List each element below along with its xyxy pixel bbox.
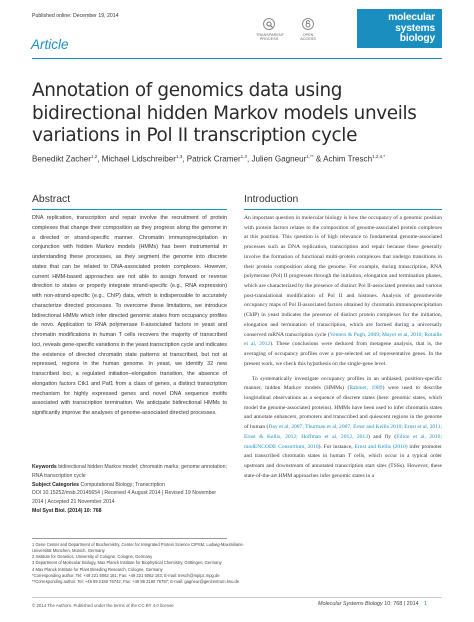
subject-label: Subject Categories	[32, 481, 79, 488]
introduction-rule	[244, 209, 442, 210]
page-number: 1	[424, 601, 428, 607]
footer-journal: Molecular Systems Biology	[318, 601, 383, 607]
intro-text: infer promoter and transcribed chromatin states in human T cells, which occur in a typical order upstream and downstream of annotated transcription start sites (TSSs). However, these state-of-the-art HMM approaches infer genomic states in a	[244, 443, 442, 479]
affiliation-line: 2 Institute for Genetics, University of Cologne, Cologne, Germany	[32, 554, 153, 560]
author-affiliation: 1,3	[175, 154, 183, 159]
abstract-body	[32, 214, 227, 419]
citation-link[interactable]: Rabiner, 1989	[349, 385, 383, 392]
received-date: Received 4 August 2014	[104, 490, 161, 497]
citation-link[interactable]: Ernst and Kellis (2010)	[354, 443, 408, 450]
affiliation-line: 1 Gene Center and Department of Biochemistry, Center for Integrated Protein Science CIPSM, Ludwig-Maximilians-Universität München, Munich, Germany	[32, 542, 244, 554]
corresponding-author-line[interactable]: *Corresponding author. Tel: +49 221 5062 161; Fax: +49 221 5062 163; E-mail: tresch@mpipz.mpg.de	[32, 572, 220, 578]
history-line: DOI 10.15252/msb.20145654 | Received 4 August 2014 | Revised 19 November 2014 | Accepted 21 November 2014	[32, 490, 217, 506]
subject-value: Computational Biology; Transcription	[80, 481, 165, 488]
open-access-icon	[302, 18, 314, 30]
author-name[interactable]: Patrick Cramer	[186, 154, 241, 164]
abstract-rule	[32, 209, 227, 210]
abstract-heading: Abstract	[32, 194, 71, 205]
intro-text: ). For instance,	[318, 443, 355, 450]
author-affiliation: 1,**	[306, 154, 314, 159]
intro-text: ) and fly (	[367, 433, 397, 440]
abstract-text: DNA replication, transcription and repair involve the recruitment of protein complexes that change their composition as they progress along the genome in a directed or strand-specific manner. Chromatin immunoprecipitation in conjunction with hidden Markov models (HMMs) has been instrumental in understanding these processes, as they segment the genome into discrete states that can be related to DNA-associated protein complexes. However, current HMM-based approaches are not able to assign forward or reverse direction to states or properly integrate strand-specific (e.g., RNA expression) with non-strand-specific (e.g., ChIP) data, which is indispensable to accurately characterize directed processes. To overcome these limitations, we introduce bidirectional HMMs which infer directed genomic states from occupancy profiles de novo. Application to RNA polymerase II-associated factors in yeast and chromatin modifications in human T cells recovers the majority of transcribed loci, reveals gene-specific variations in the yeast transcription cycle and indicates the existence of directed chromatin state patterns at transcribed, but not at repressed, regions in the human genome. In yeast, we identify 32 new transcribed loci, a regulated initiation–elongation transition, the absence of elongation factors Ctk1 and Paf1 from a class of genes, a distinct transcription mechanism for highly expressed genes and novel DNA sequence motifs associated with transcription termination. We anticipate bidirectional HMMs to significantly improve the analyses of genome-associated directed processes.	[32, 215, 227, 416]
intro-text: ) were used to describe longitudinal observations as a sequence of discrete states (here: genomic states, which model the genome-associated proteins). HMMs have been used to infer chromatin states and annotate enhancers, promoters and transcribed and quiescent regions in the genome of human (	[244, 385, 442, 431]
intro-text: An important question in molecular biology is how the occupancy of a genomic position with protein factors relates to the composition of genome-associated protein complexes at this position. This question is of high relevance to fundamental genome-associated processes such as DNA replication, transcription and repair because these generally involve the formation of functional multi-protein complexes that undergo transitions in their protein composition along the genome. For example, during transcription, RNA polymerase (Pol) II progresses through the initiation, elongation and termination phases, which are characterized by the presence of distinct Pol II-associated proteins and various post-translational modification of Pol II and histones. Analysis of genomewide occupancy maps of Pol II-associated factors obtained by chromatin immunoprecipitation (ChIP) in yeast indicates the presence of distinct protein complexes for the initiation, elongation and termination of transcription, which are formed during a universally conserved mRNA transcription cycle (	[244, 215, 442, 338]
open-access-label: OPEN ACCESS	[300, 33, 316, 42]
footer-rule	[32, 597, 442, 598]
keywords-value: bidirectional hidden Markov model; chromatin marks; genome annotation; RNA transcription cycle	[32, 464, 227, 479]
footer-citation	[318, 601, 427, 607]
affiliations	[32, 542, 262, 585]
footer-year: | 2014	[403, 601, 419, 607]
citation-link[interactable]: Day et al, 2007; Thurman et al, 2007; Ernst and Kellis 2010; Ernst et al, 2011; Ernst & Kellis, 2012; Hoffman et al, 2012, 2013	[244, 424, 443, 440]
footer-volume: 10: 768	[384, 601, 403, 607]
citation-link[interactable]: Filion et al, 2010; modENCODE Consortium, 2010	[244, 433, 442, 450]
affiliation-line: 4 Max Planck Institute for Plant Breeding Research, Cologne, Germany	[32, 566, 163, 572]
license-note[interactable]: © 2014 The Authors. Published under the terms of the CC BY 4.0 license	[32, 603, 174, 608]
author-name[interactable]: Benedikt Zacher	[32, 154, 91, 164]
header-rule	[32, 58, 442, 59]
logo-line-1: molecular	[388, 12, 435, 23]
transparent-process-label: TRANSPARENT PROCESS	[256, 33, 284, 42]
citation-line	[32, 507, 227, 516]
affiliation-line: 3 Department of Molecular Biology, Max Planck Institute for Biophysical Chemistry, Göttingen, Germany	[32, 560, 222, 566]
subject-line	[32, 481, 227, 490]
revised-date: Revised 19 November 2014	[32, 490, 217, 506]
open-access-badge[interactable]	[295, 18, 321, 42]
intro-text: ). These conclusions were deduced from metagene analysis, that is, the averaging of occupancy profiles over a pre-selected set of representative genes. In the present work, we check this hypothesis on the single-gene level.	[244, 341, 442, 367]
citation-link[interactable]: Venters & Pugh, 2009; Mayer et al, 2010; Rotaille et al, 2012	[244, 331, 442, 348]
intro-text: To systematically investigate occupancy profiles in an unbiased, position-specific manner, hidden Markov models (HMMs) (	[244, 375, 442, 392]
author-affiliation: 1,2	[90, 154, 98, 159]
article-metadata	[32, 463, 227, 516]
logo-line-2: systems	[395, 22, 435, 34]
keywords-line	[32, 463, 227, 481]
transparent-process-badge[interactable]	[256, 18, 282, 42]
published-date: Published online: December 19, 2014	[32, 13, 119, 19]
author-name[interactable]: Julien Gagneur	[251, 154, 307, 164]
author-separator: ,	[97, 154, 102, 164]
author-affiliation: 1,2,4,*	[372, 154, 386, 159]
author-separator: &	[313, 154, 324, 164]
journal-logo[interactable]	[357, 9, 442, 48]
badges	[256, 18, 321, 42]
transparent-process-icon	[263, 18, 275, 30]
introduction-heading: Introduction	[244, 194, 299, 205]
logo-line-3: biology	[399, 33, 435, 44]
article-title: Annotation of genomics data using bidirectional hidden Markov models unveils variations in Pol II transcription cycle	[32, 80, 417, 147]
author-separator: ,	[246, 154, 252, 164]
corresponding-author-line[interactable]: **Corresponding author. Tel: +49 89 2180 76742; Fax: +49 89 2180 76797; E-mail: gagneur@genzentrum.lmu.de	[32, 578, 240, 584]
keywords-label: Keywords	[32, 464, 57, 470]
citation-value: Mol Syst Biol. (2014) 10: 768	[32, 507, 102, 514]
author-separator: ,	[182, 154, 187, 164]
article-type-label: Article	[31, 37, 69, 52]
author-list	[32, 154, 452, 164]
intro-paragraph-2	[244, 375, 442, 482]
author-affiliation: 1,3	[240, 154, 247, 159]
intro-paragraph-1	[244, 214, 442, 370]
accepted-date: Accepted 21 November 2014	[47, 499, 115, 506]
doi-link[interactable]: DOI 10.15252/msb.20145654	[32, 490, 101, 497]
author-name[interactable]: Michael Lidschreiber	[101, 154, 176, 164]
affiliations-rule	[32, 538, 227, 539]
introduction-body	[244, 214, 442, 481]
author-name[interactable]: Achim Tresch	[323, 154, 373, 164]
